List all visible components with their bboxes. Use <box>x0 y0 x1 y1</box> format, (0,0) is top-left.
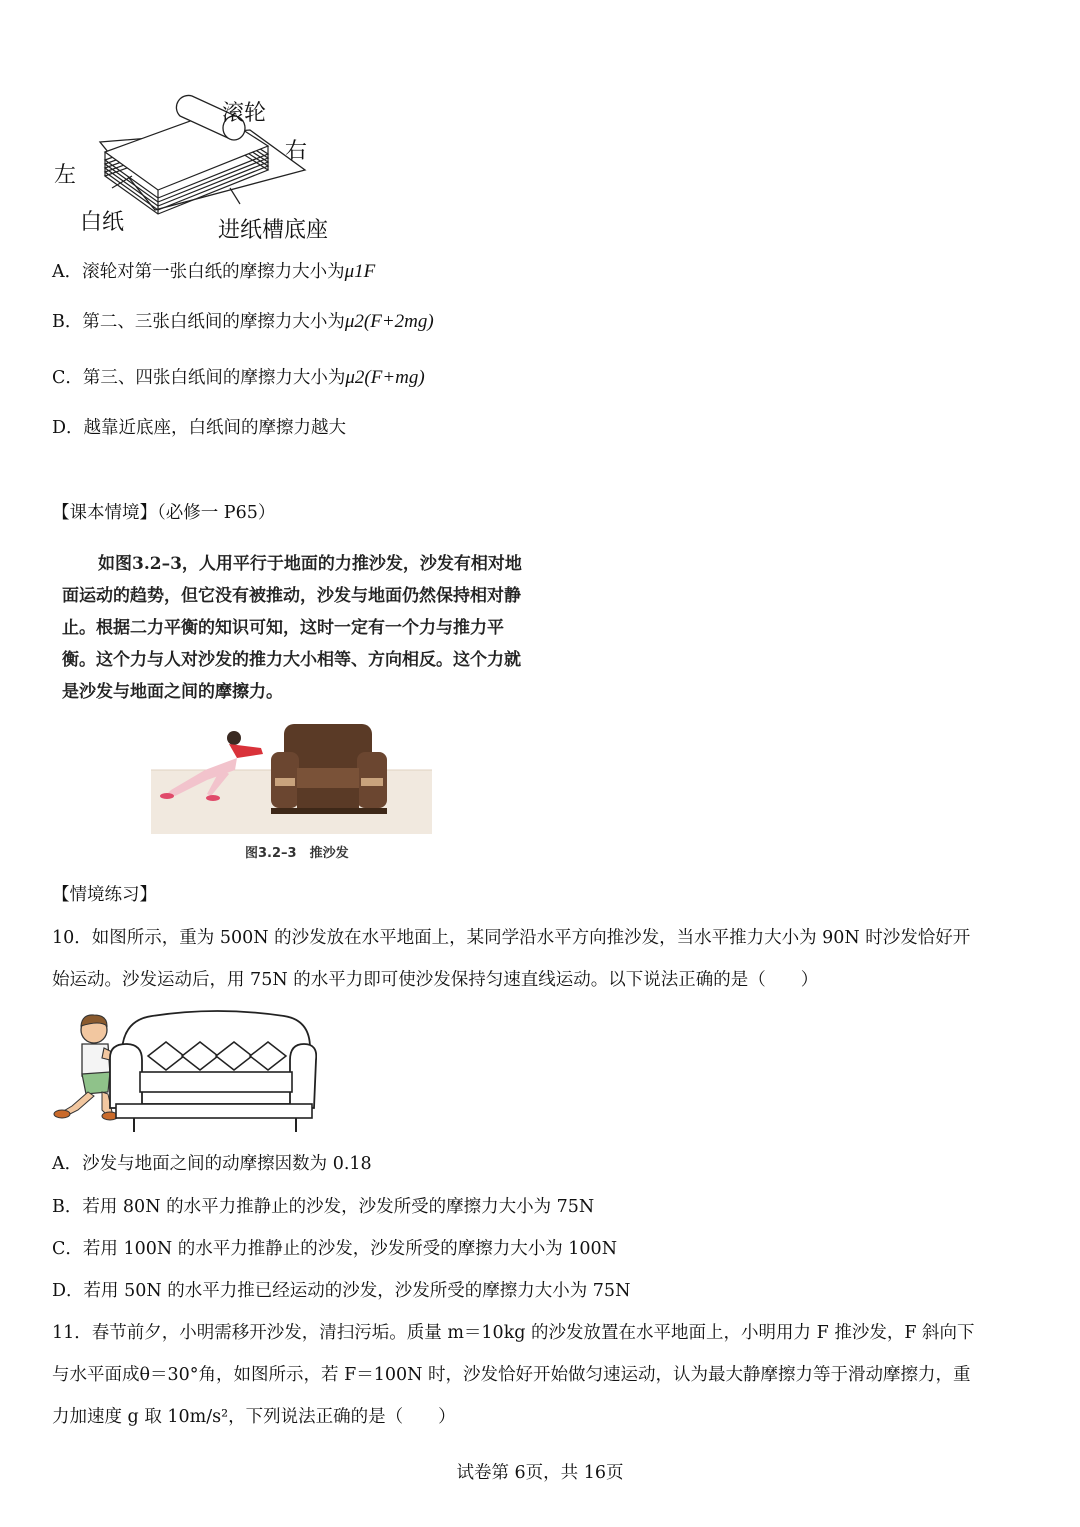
practice-heading: 【情境练习】 <box>52 885 157 905</box>
q9-option-c <box>52 366 425 390</box>
q9-option-b-formula: μ2(F+2mg) <box>344 311 434 332</box>
q11-stem-line3: 力加速度 g 取 10m/s²，下列说法正确的是（ ） <box>52 1407 456 1427</box>
textbook-paragraph: 如图3.2–3，人用平行于地面的力推沙发，沙发有相对地面运动的趋势，但它没有被推动，沙发与地面仍然保持相对静止。根据二力平衡的知识可知，这时一定有一个力与推力平衡。这个力与人对沙发的推力大小相等、方向相反。这个力就是沙发与地面之间的摩擦力。 <box>62 554 522 702</box>
q10-stem-line2: 始运动。沙发运动后，用 75N 的水平力即可使沙发保持匀速直线运动。以下说法正确的是（ ） <box>52 970 819 990</box>
q10-option-d: D．若用 50N 的水平力推已经运动的沙发，沙发所受的摩擦力大小为 75N <box>52 1281 631 1301</box>
q9-option-b <box>52 310 434 334</box>
label-right: 右 <box>285 139 308 164</box>
q9-option-b-text: B．第二、三张白纸间的摩擦力大小为 <box>52 312 345 332</box>
label-paper: 白纸 <box>80 210 125 235</box>
q10-option-b: B．若用 80N 的水平力推静止的沙发，沙发所受的摩擦力大小为 75N <box>52 1197 595 1217</box>
q9-option-a <box>52 260 375 284</box>
textbook-heading: 【课本情境】（必修一 P65） <box>52 503 276 523</box>
q10-option-c: C．若用 100N 的水平力推静止的沙发，沙发所受的摩擦力大小为 100N <box>52 1239 618 1259</box>
q9-option-c-text: C．第三、四张白纸间的摩擦力大小为 <box>52 368 346 388</box>
q9-option-d: D．越靠近底座，白纸间的摩擦力越大 <box>52 418 347 438</box>
q9-option-c-formula: μ2(F+mg) <box>345 367 425 388</box>
q11-stem-line1: 11．春节前夕，小明需移开沙发，清扫污垢。质量 m＝10kg 的沙发放置在水平地面上，小明用力 F 推沙发，F 斜向下 <box>52 1323 975 1343</box>
label-base: 进纸槽底座 <box>218 218 329 243</box>
q9-option-a-formula: μ1F <box>344 261 376 282</box>
label-roller: 滚轮 <box>222 101 267 126</box>
q10-stem-line1: 10．如图所示，重为 500N 的沙发放在水平地面上，某同学沿水平方向推沙发，当水平推力大小为 90N 时沙发恰好开 <box>52 928 971 948</box>
page-footer: 试卷第 6页，共 16页 <box>456 1463 624 1483</box>
label-left: 左 <box>54 163 77 188</box>
q11-stem-line2: 与水平面成θ＝30°角，如图所示，若 F＝100N 时，沙发恰好开始做匀速运动，认为最大静摩擦力等于滑动摩擦力，重 <box>52 1365 971 1385</box>
textbook-caption: 图3.2–3 推沙发 <box>245 846 349 861</box>
q10-option-a: A．沙发与地面之间的动摩擦因数为 0.18 <box>52 1154 372 1174</box>
q9-option-a-text: A．滚轮对第一张白纸的摩擦力大小为 <box>52 262 345 282</box>
push-sofa-photo <box>151 718 432 834</box>
cartoon-push-sofa-figure <box>52 1008 317 1140</box>
